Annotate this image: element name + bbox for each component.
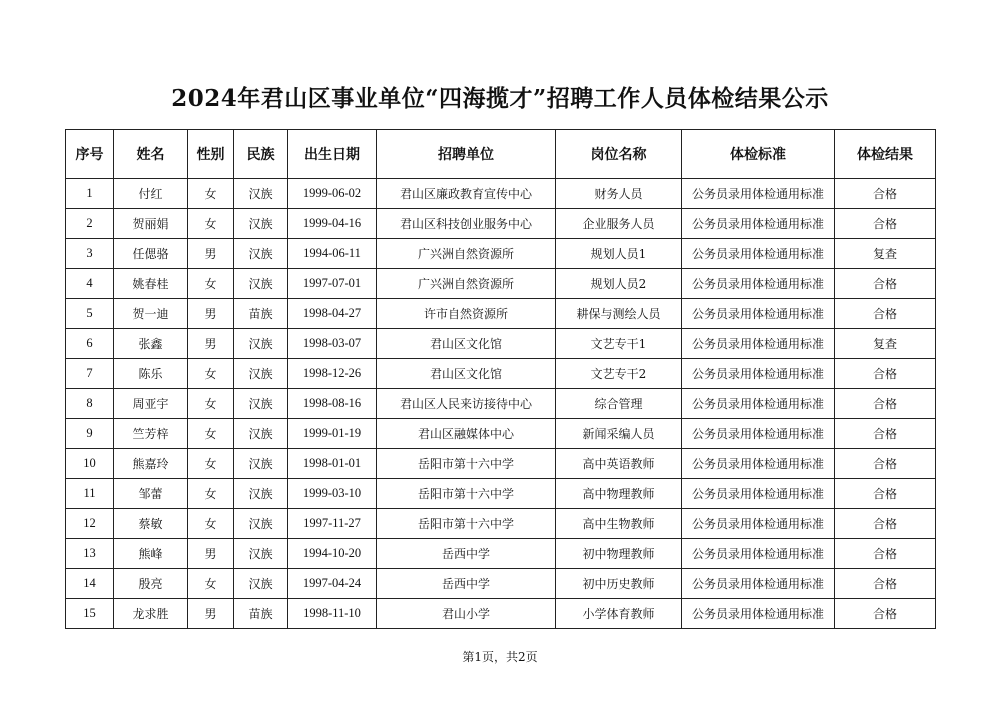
table-row [66, 239, 936, 269]
table-body [66, 179, 936, 629]
cell-col-position: 文艺专干2 [556, 359, 682, 389]
cell-col-gender: 女 [188, 389, 234, 419]
cell-col-position: 高中英语教师 [556, 449, 682, 479]
cell-col-name: 蔡敏 [114, 509, 188, 539]
cell-col-index: 14 [66, 569, 114, 599]
table-row [66, 449, 936, 479]
cell-col-ethnicity: 汉族 [234, 449, 288, 479]
cell-col-ethnicity: 汉族 [234, 389, 288, 419]
cell-col-employer: 君山区廉政教育宣传中心 [377, 179, 556, 209]
cell-col-position: 规划人员2 [556, 269, 682, 299]
cell-col-birthdate: 1997-04-24 [288, 569, 377, 599]
cell-col-exam-result: 合格 [835, 599, 936, 629]
table-row [66, 269, 936, 299]
cell-col-gender: 女 [188, 449, 234, 479]
cell-col-position: 初中历史教师 [556, 569, 682, 599]
cell-col-employer: 君山区融媒体中心 [377, 419, 556, 449]
cell-col-exam-result: 合格 [835, 359, 936, 389]
cell-col-exam-result: 合格 [835, 449, 936, 479]
cell-col-employer: 岳阳市第十六中学 [377, 479, 556, 509]
table-row [66, 419, 936, 449]
cell-col-exam-standard: 公务员录用体检通用标准 [682, 389, 835, 419]
cell-col-exam-result: 合格 [835, 419, 936, 449]
cell-col-birthdate: 1998-08-16 [288, 389, 377, 419]
cell-col-employer: 君山区科技创业服务中心 [377, 209, 556, 239]
header-col-employer: 招聘单位 [377, 130, 556, 179]
table-row [66, 299, 936, 329]
cell-col-index: 12 [66, 509, 114, 539]
header-col-name: 姓名 [114, 130, 188, 179]
cell-col-gender: 女 [188, 269, 234, 299]
cell-col-gender: 女 [188, 359, 234, 389]
cell-col-exam-standard: 公务员录用体检通用标准 [682, 329, 835, 359]
cell-col-exam-standard: 公务员录用体检通用标准 [682, 179, 835, 209]
cell-col-employer: 君山区文化馆 [377, 359, 556, 389]
cell-col-exam-standard: 公务员录用体检通用标准 [682, 479, 835, 509]
table-row [66, 569, 936, 599]
cell-col-name: 贺一迪 [114, 299, 188, 329]
header-col-birthdate: 出生日期 [288, 130, 377, 179]
cell-col-name: 周亚宇 [114, 389, 188, 419]
cell-col-birthdate: 1998-03-07 [288, 329, 377, 359]
cell-col-name: 张鑫 [114, 329, 188, 359]
cell-col-employer: 君山小学 [377, 599, 556, 629]
cell-col-employer: 广兴洲自然资源所 [377, 269, 556, 299]
cell-col-name: 任偲骆 [114, 239, 188, 269]
cell-col-position: 高中生物教师 [556, 509, 682, 539]
cell-col-employer: 许市自然资源所 [377, 299, 556, 329]
cell-col-ethnicity: 汉族 [234, 209, 288, 239]
cell-col-name: 殷亮 [114, 569, 188, 599]
table-row [66, 509, 936, 539]
cell-col-birthdate: 1998-12-26 [288, 359, 377, 389]
cell-col-index: 3 [66, 239, 114, 269]
cell-col-employer: 岳阳市第十六中学 [377, 509, 556, 539]
cell-col-position: 小学体育教师 [556, 599, 682, 629]
cell-col-birthdate: 1998-11-10 [288, 599, 377, 629]
cell-col-index: 11 [66, 479, 114, 509]
cell-col-ethnicity: 汉族 [234, 329, 288, 359]
cell-col-exam-result: 合格 [835, 269, 936, 299]
cell-col-exam-standard: 公务员录用体检通用标准 [682, 269, 835, 299]
header-col-index: 序号 [66, 130, 114, 179]
cell-col-employer: 君山区文化馆 [377, 329, 556, 359]
cell-col-index: 6 [66, 329, 114, 359]
header-col-exam-result: 体检结果 [835, 130, 936, 179]
cell-col-name: 龙求胜 [114, 599, 188, 629]
cell-col-name: 熊嘉玲 [114, 449, 188, 479]
cell-col-position: 高中物理教师 [556, 479, 682, 509]
cell-col-employer: 岳阳市第十六中学 [377, 449, 556, 479]
cell-col-position: 财务人员 [556, 179, 682, 209]
cell-col-gender: 男 [188, 239, 234, 269]
cell-col-birthdate: 1998-01-01 [288, 449, 377, 479]
cell-col-position: 新闻采编人员 [556, 419, 682, 449]
cell-col-exam-standard: 公务员录用体检通用标准 [682, 449, 835, 479]
cell-col-exam-standard: 公务员录用体检通用标准 [682, 569, 835, 599]
cell-col-gender: 女 [188, 569, 234, 599]
cell-col-exam-result: 合格 [835, 539, 936, 569]
cell-col-exam-result: 合格 [835, 479, 936, 509]
cell-col-exam-standard: 公务员录用体检通用标准 [682, 599, 835, 629]
cell-col-gender: 男 [188, 299, 234, 329]
cell-col-birthdate: 1999-06-02 [288, 179, 377, 209]
cell-col-index: 9 [66, 419, 114, 449]
cell-col-position: 初中物理教师 [556, 539, 682, 569]
cell-col-birthdate: 1999-04-16 [288, 209, 377, 239]
cell-col-index: 5 [66, 299, 114, 329]
cell-col-exam-result: 合格 [835, 389, 936, 419]
cell-col-exam-result: 合格 [835, 179, 936, 209]
cell-col-index: 15 [66, 599, 114, 629]
cell-col-employer: 岳西中学 [377, 569, 556, 599]
cell-col-exam-result: 合格 [835, 209, 936, 239]
cell-col-name: 付红 [114, 179, 188, 209]
cell-col-index: 1 [66, 179, 114, 209]
cell-col-ethnicity: 汉族 [234, 569, 288, 599]
cell-col-exam-result: 合格 [835, 569, 936, 599]
header-col-exam-standard: 体检标准 [682, 130, 835, 179]
cell-col-gender: 女 [188, 419, 234, 449]
cell-col-birthdate: 1994-10-20 [288, 539, 377, 569]
header-col-position: 岗位名称 [556, 130, 682, 179]
cell-col-gender: 女 [188, 479, 234, 509]
cell-col-index: 10 [66, 449, 114, 479]
cell-col-exam-result: 合格 [835, 299, 936, 329]
table-row [66, 479, 936, 509]
cell-col-gender: 男 [188, 329, 234, 359]
cell-col-birthdate: 1998-04-27 [288, 299, 377, 329]
cell-col-position: 规划人员1 [556, 239, 682, 269]
page-title: 2024年君山区事业单位“四海揽才”招聘工作人员体检结果公示 [171, 85, 829, 112]
cell-col-gender: 男 [188, 539, 234, 569]
cell-col-exam-standard: 公务员录用体检通用标准 [682, 509, 835, 539]
cell-col-birthdate: 1994-06-11 [288, 239, 377, 269]
cell-col-birthdate: 1999-01-19 [288, 419, 377, 449]
cell-col-ethnicity: 汉族 [234, 479, 288, 509]
cell-col-index: 7 [66, 359, 114, 389]
page-footer: 第1页，共2页 [462, 650, 538, 664]
table-row [66, 599, 936, 629]
table-row [66, 329, 936, 359]
cell-col-ethnicity: 汉族 [234, 419, 288, 449]
cell-col-gender: 男 [188, 599, 234, 629]
header-row [66, 130, 936, 179]
cell-col-birthdate: 1997-11-27 [288, 509, 377, 539]
cell-col-name: 陈乐 [114, 359, 188, 389]
cell-col-ethnicity: 汉族 [234, 539, 288, 569]
cell-col-ethnicity: 苗族 [234, 599, 288, 629]
table-row [66, 389, 936, 419]
cell-col-gender: 女 [188, 179, 234, 209]
table-row [66, 359, 936, 389]
cell-col-exam-standard: 公务员录用体检通用标准 [682, 299, 835, 329]
cell-col-ethnicity: 汉族 [234, 239, 288, 269]
cell-col-exam-standard: 公务员录用体检通用标准 [682, 419, 835, 449]
cell-col-birthdate: 1999-03-10 [288, 479, 377, 509]
cell-col-employer: 岳西中学 [377, 539, 556, 569]
cell-col-exam-result: 合格 [835, 509, 936, 539]
table-row [66, 209, 936, 239]
cell-col-name: 邹蕾 [114, 479, 188, 509]
cell-col-birthdate: 1997-07-01 [288, 269, 377, 299]
table-row [66, 179, 936, 209]
cell-col-gender: 女 [188, 209, 234, 239]
cell-col-ethnicity: 汉族 [234, 359, 288, 389]
cell-col-name: 竺芳梓 [114, 419, 188, 449]
cell-col-ethnicity: 汉族 [234, 509, 288, 539]
cell-col-employer: 君山区人民来访接待中心 [377, 389, 556, 419]
cell-col-position: 综合管理 [556, 389, 682, 419]
cell-col-index: 8 [66, 389, 114, 419]
cell-col-exam-standard: 公务员录用体检通用标准 [682, 239, 835, 269]
cell-col-gender: 女 [188, 509, 234, 539]
cell-col-exam-result: 复查 [835, 329, 936, 359]
cell-col-employer: 广兴洲自然资源所 [377, 239, 556, 269]
cell-col-position: 文艺专干1 [556, 329, 682, 359]
cell-col-exam-standard: 公务员录用体检通用标准 [682, 539, 835, 569]
cell-col-index: 13 [66, 539, 114, 569]
header-col-gender: 性别 [188, 130, 234, 179]
cell-col-name: 姚春桂 [114, 269, 188, 299]
cell-col-name: 贺丽娟 [114, 209, 188, 239]
table-row [66, 539, 936, 569]
cell-col-exam-standard: 公务员录用体检通用标准 [682, 359, 835, 389]
cell-col-name: 熊峰 [114, 539, 188, 569]
cell-col-ethnicity: 汉族 [234, 269, 288, 299]
cell-col-position: 耕保与测绘人员 [556, 299, 682, 329]
cell-col-exam-standard: 公务员录用体检通用标准 [682, 209, 835, 239]
header-col-ethnicity: 民族 [234, 130, 288, 179]
cell-col-exam-result: 复查 [835, 239, 936, 269]
cell-col-index: 4 [66, 269, 114, 299]
cell-col-position: 企业服务人员 [556, 209, 682, 239]
cell-col-ethnicity: 汉族 [234, 179, 288, 209]
results-table [65, 129, 936, 629]
cell-col-index: 2 [66, 209, 114, 239]
cell-col-ethnicity: 苗族 [234, 299, 288, 329]
